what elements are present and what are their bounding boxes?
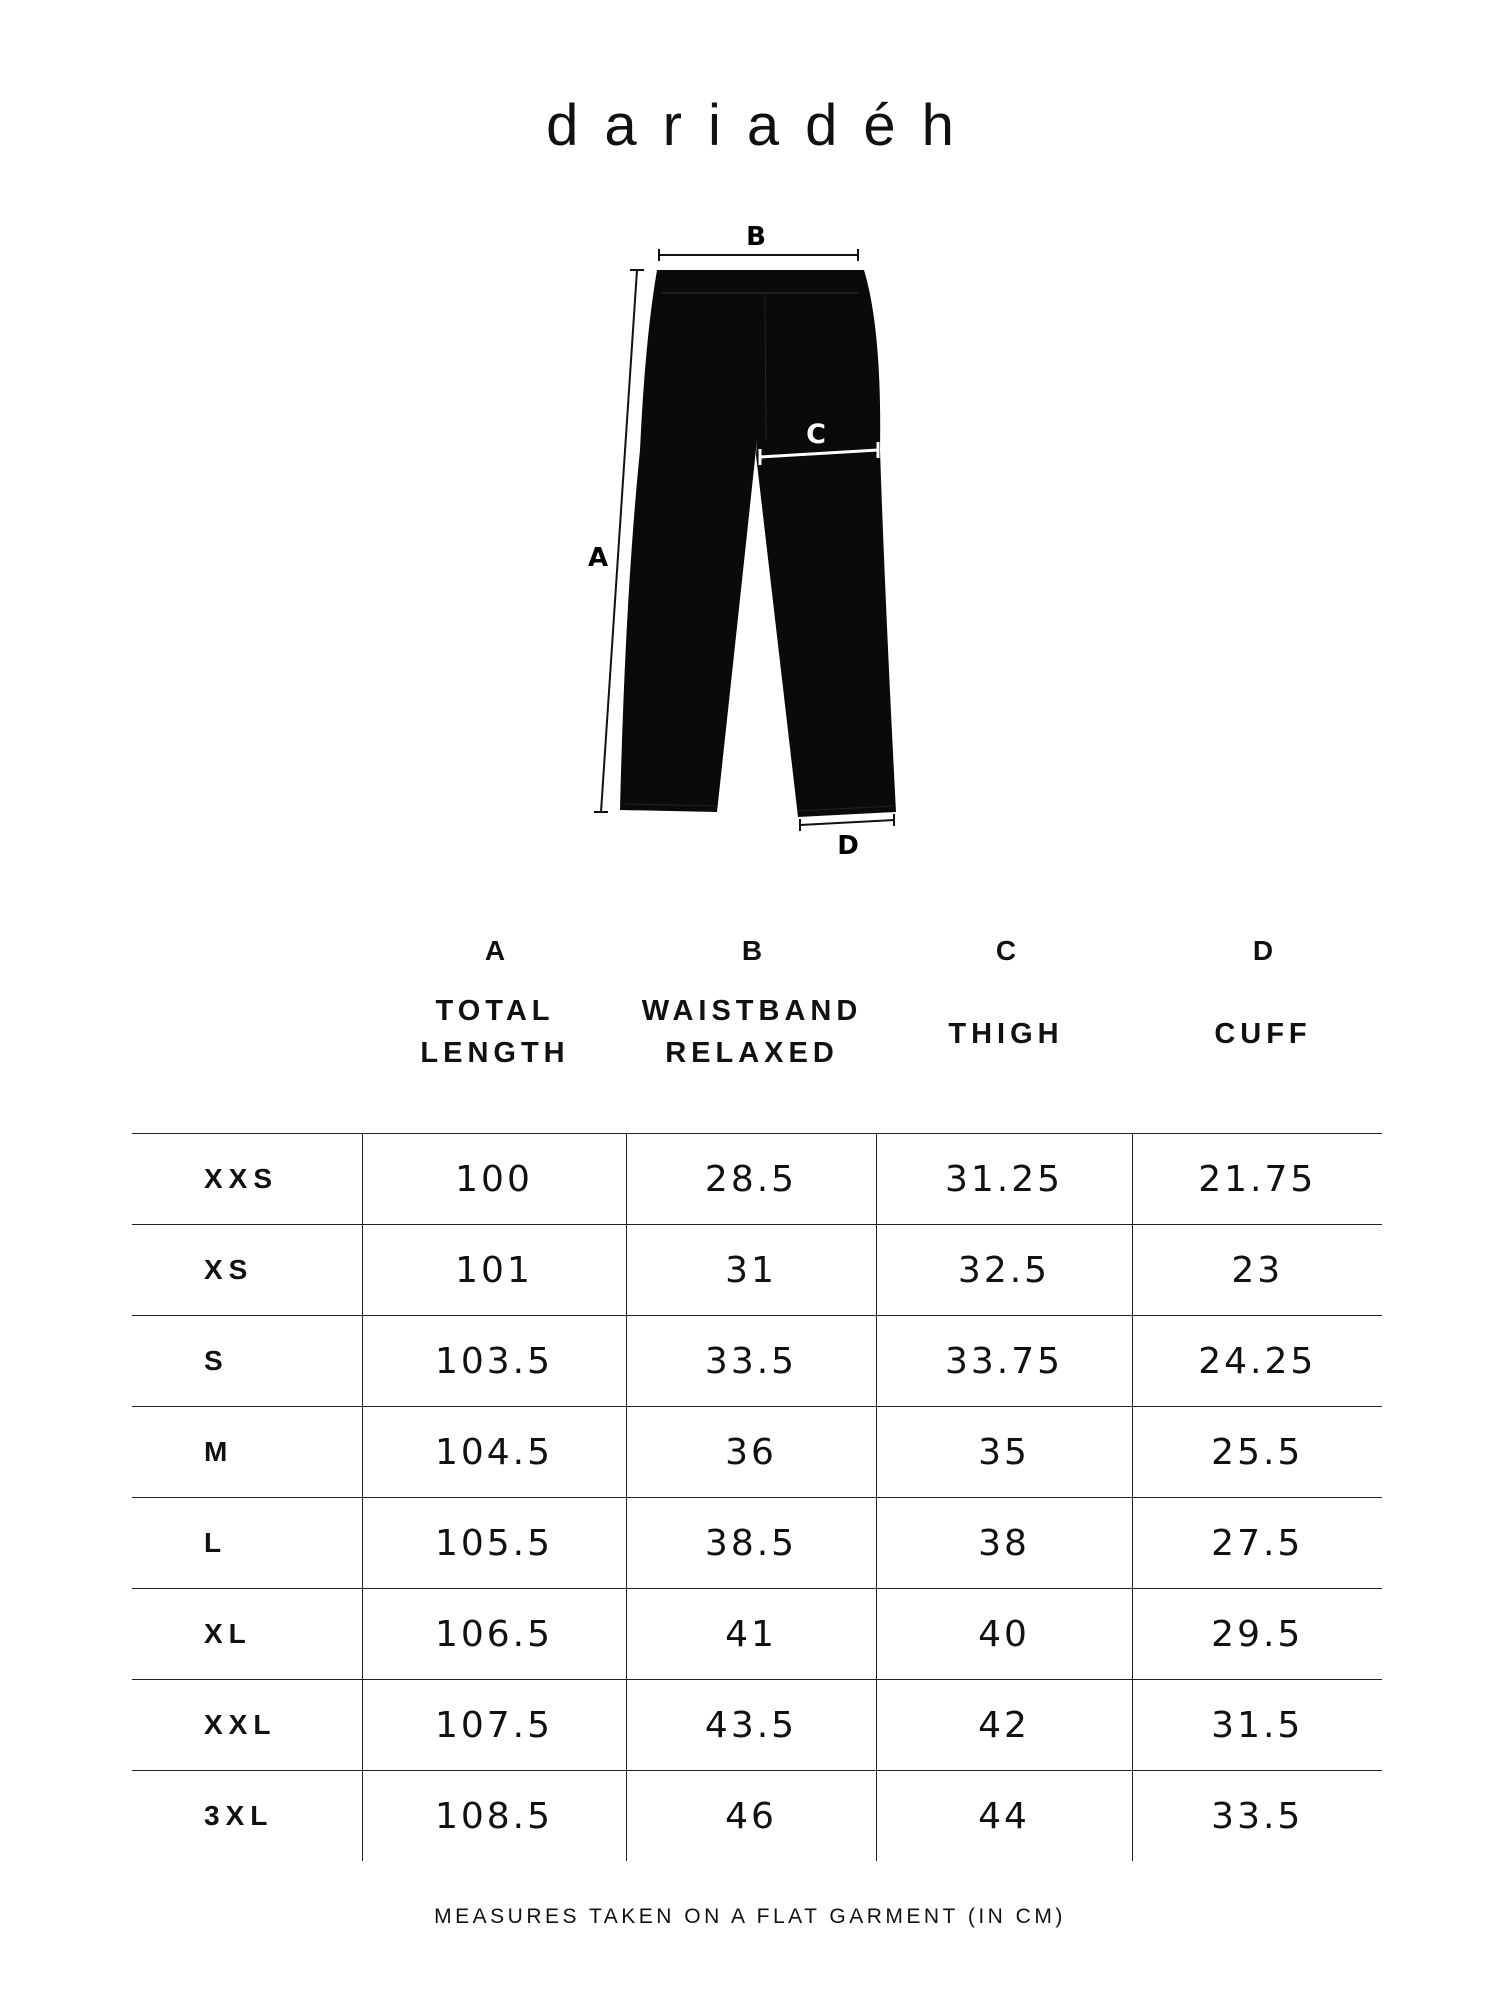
table-cell: 106.5 (362, 1589, 626, 1680)
size-label: M (132, 1407, 362, 1498)
label-d: D (837, 831, 859, 861)
column-title-line: THIGH (948, 1018, 1064, 1050)
column-title-line: CUFF (1214, 1018, 1312, 1050)
pants-diagram (0, 0, 1500, 900)
pants-silhouette (620, 270, 896, 817)
table-row (132, 1134, 1382, 1225)
brand-logo: dariadéh (546, 93, 980, 158)
table-row (132, 1498, 1382, 1589)
table-cell: 41 (626, 1589, 876, 1680)
size-label: XL (132, 1589, 362, 1680)
table-cell: 33.5 (1132, 1771, 1382, 1862)
label-c: C (806, 419, 826, 450)
table-cell: 31.5 (1132, 1680, 1382, 1771)
column-title-line: LENGTH (420, 1037, 570, 1069)
table-cell: 38.5 (626, 1498, 876, 1589)
table-cell: 107.5 (362, 1680, 626, 1771)
table-cell: 25.5 (1132, 1407, 1382, 1498)
table-cell: 104.5 (362, 1407, 626, 1498)
waistband-shape (660, 270, 860, 294)
column-letter: A (484, 935, 506, 966)
table-row (132, 1589, 1382, 1680)
table-row (132, 1680, 1382, 1771)
size-label: 3XL (132, 1771, 362, 1862)
table-cell: 105.5 (362, 1498, 626, 1589)
size-label: XXL (132, 1680, 362, 1771)
table-cell: 46 (626, 1771, 876, 1862)
table-cell: 33.5 (626, 1316, 876, 1407)
table-cell: 43.5 (626, 1680, 876, 1771)
table-cell: 28.5 (626, 1134, 876, 1225)
measure-line-d (800, 820, 894, 825)
table-row (132, 1771, 1382, 1862)
column-letter: D (1252, 935, 1274, 966)
table-cell: 31 (626, 1225, 876, 1316)
table-cell: 32.5 (876, 1225, 1132, 1316)
table-cell: 44 (876, 1771, 1132, 1862)
table-row (132, 1225, 1382, 1316)
column-title-line: RELAXED (665, 1037, 839, 1069)
table-cell: 100 (362, 1134, 626, 1225)
measurement-footnote: MEASURES TAKEN ON A FLAT GARMENT (IN CM) (434, 1905, 1066, 1928)
table-cell: 42 (876, 1680, 1132, 1771)
table-cell: 27.5 (1132, 1498, 1382, 1589)
size-chart-table (132, 1133, 1382, 1861)
size-label: L (132, 1498, 362, 1589)
table-cell: 40 (876, 1589, 1132, 1680)
label-b: B (746, 222, 766, 252)
column-letter: B (741, 935, 763, 966)
table-cell: 103.5 (362, 1316, 626, 1407)
table-cell: 101 (362, 1225, 626, 1316)
label-a: A (587, 543, 609, 573)
table-cell: 35 (876, 1407, 1132, 1498)
size-label: S (132, 1316, 362, 1407)
size-label: XS (132, 1225, 362, 1316)
table-cell: 21.75 (1132, 1134, 1382, 1225)
table-cell: 33.75 (876, 1316, 1132, 1407)
table-cell: 36 (626, 1407, 876, 1498)
table-row (132, 1407, 1382, 1498)
size-label: XXS (132, 1134, 362, 1225)
table-cell: 24.25 (1132, 1316, 1382, 1407)
table-row (132, 1316, 1382, 1407)
table-cell: 108.5 (362, 1771, 626, 1862)
table-cell: 29.5 (1132, 1589, 1382, 1680)
table-cell: 23 (1132, 1225, 1382, 1316)
column-letter: C (995, 935, 1017, 966)
table-cell: 38 (876, 1498, 1132, 1589)
table-cell: 31.25 (876, 1134, 1132, 1225)
column-title-line: TOTAL (435, 995, 555, 1027)
column-title-line: WAISTBAND (641, 995, 863, 1027)
